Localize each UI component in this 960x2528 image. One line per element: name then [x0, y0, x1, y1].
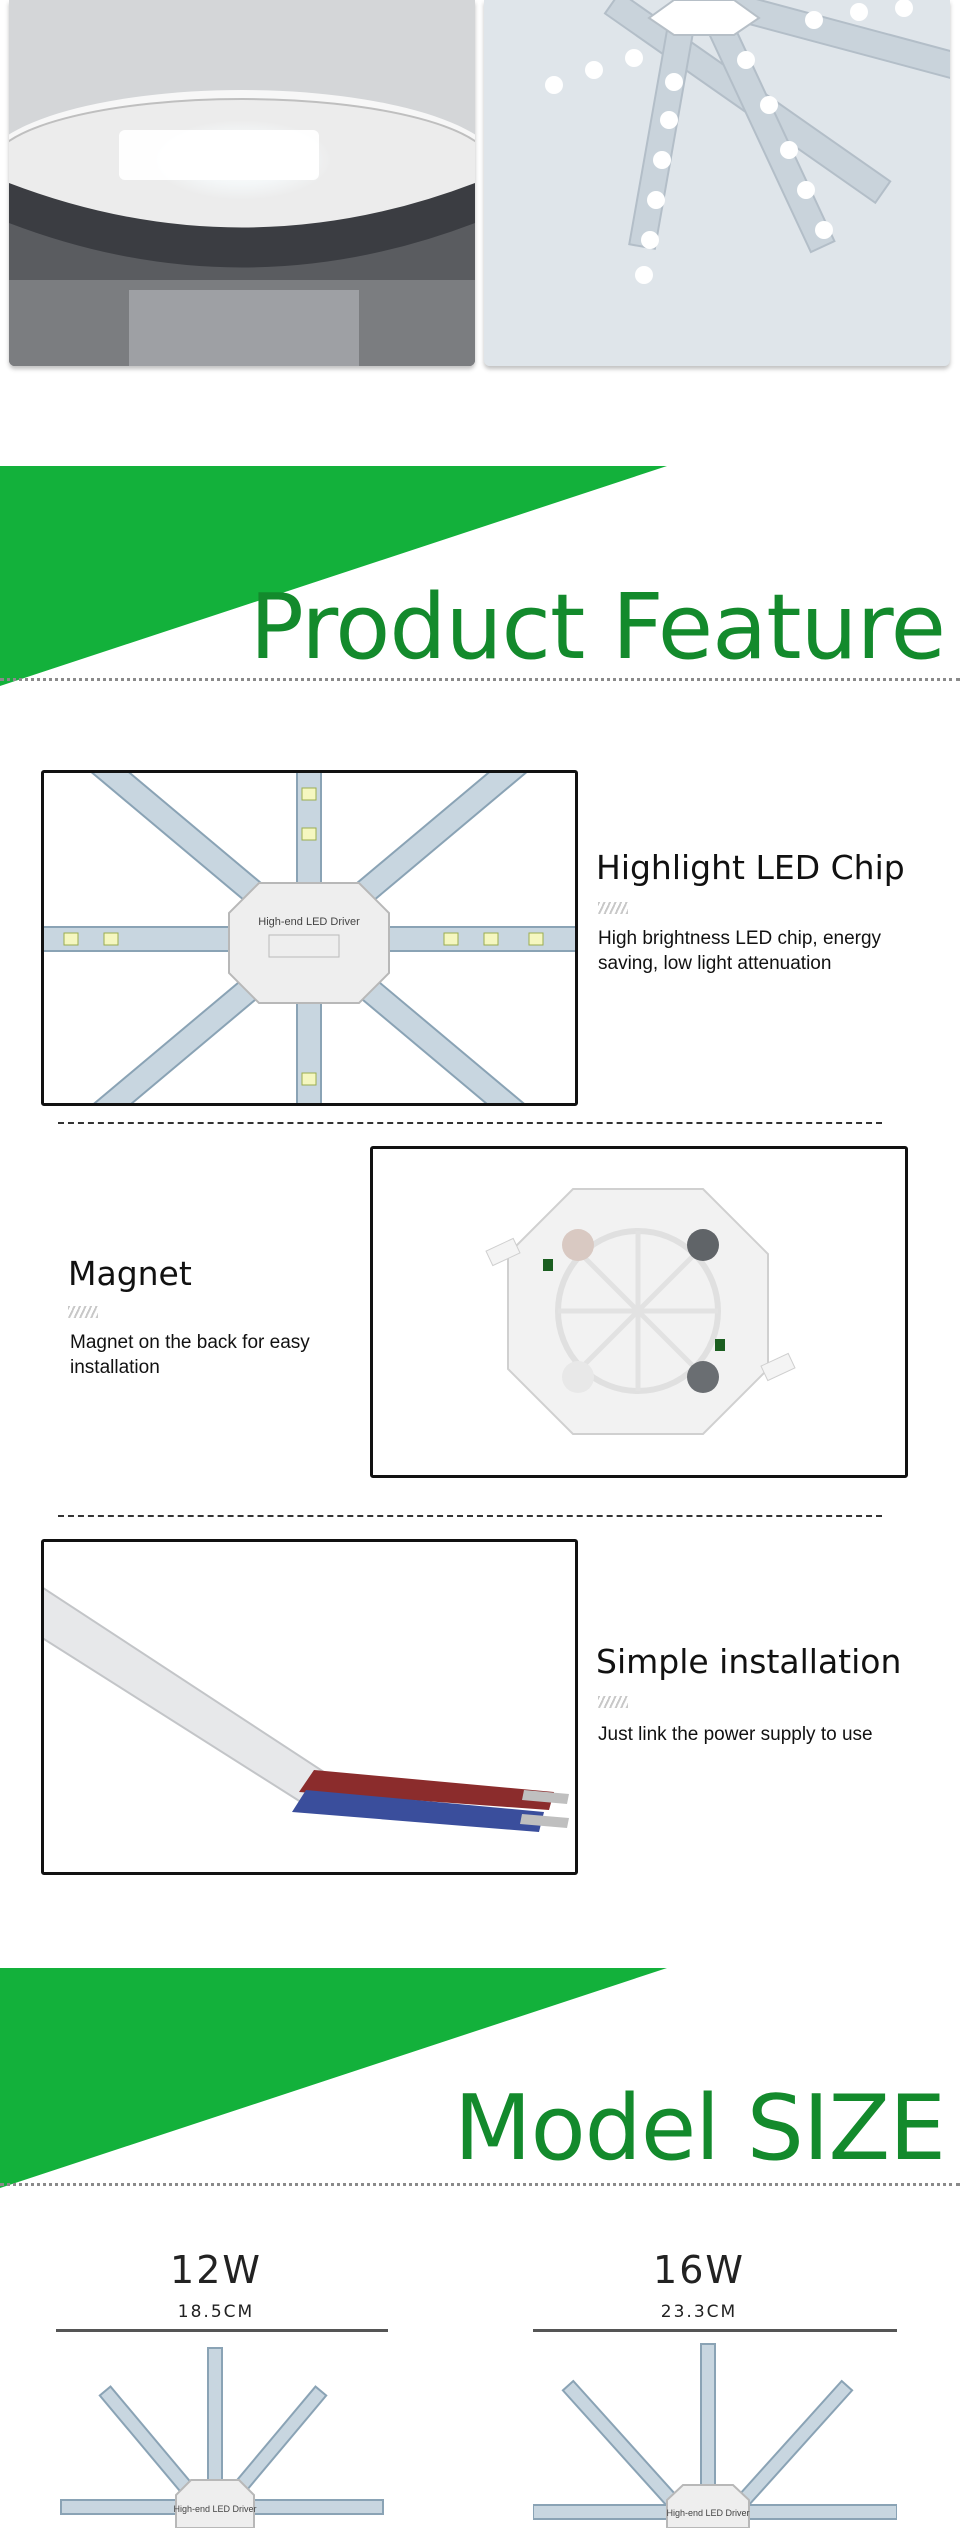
- magnet-back-illustration: [373, 1149, 905, 1475]
- led-module-illustration: [44, 773, 575, 1103]
- feature-section-title: Product Feature: [249, 575, 945, 680]
- model-12w-diameter: 18.5CM: [177, 2302, 255, 2322]
- model-12w-driver-label: High-end LED Driver: [173, 2504, 257, 2514]
- led-module-glow-illustration: [484, 0, 950, 366]
- model-16w-driver-label: High-end LED Driver: [666, 2508, 750, 2518]
- driver-label: High-end LED Driver: [258, 916, 360, 928]
- decorative-slashes-icon: [598, 1696, 628, 1708]
- led-module-glow-photo: [484, 0, 950, 366]
- feature-magnet-title: Magnet: [68, 1254, 192, 1293]
- ceiling-lamp-photo: [9, 0, 475, 366]
- size-section-title: Model SIZE: [453, 2076, 945, 2181]
- model-16w-illustration: [533, 2340, 897, 2528]
- decorative-slashes-icon: [68, 1306, 98, 1318]
- feature-separator: [58, 1122, 882, 1124]
- feature-install-desc: Just link the power supply to use: [598, 1724, 873, 1745]
- model-12w-power: 12W: [170, 2248, 262, 2292]
- decorative-slashes-icon: [598, 902, 628, 914]
- model-12w-illustration: [56, 2340, 388, 2528]
- feature-separator: [58, 1515, 882, 1517]
- feature-chip-desc: High brightness LED chip, energy saving, low light attenuation: [598, 928, 882, 974]
- size-divider: [0, 2183, 960, 2186]
- feature-chip-title: Highlight LED Chip: [596, 848, 905, 887]
- model-16w-power: 16W: [653, 2248, 745, 2292]
- model-16w-rule: [533, 2329, 897, 2332]
- model-12w-rule: [56, 2329, 388, 2332]
- ceiling-lamp-illustration: [9, 0, 475, 366]
- cable-image-frame: [41, 1539, 578, 1875]
- model-16w-diameter: 23.3CM: [660, 2302, 738, 2322]
- feature-install-title: Simple installation: [596, 1642, 902, 1681]
- feature-magnet-desc: Magnet on the back for easy installation: [70, 1332, 310, 1378]
- feature-divider: [0, 678, 960, 681]
- power-cable-illustration: [44, 1542, 575, 1872]
- led-chip-image-frame: [41, 770, 578, 1106]
- magnet-image-frame: [370, 1146, 908, 1478]
